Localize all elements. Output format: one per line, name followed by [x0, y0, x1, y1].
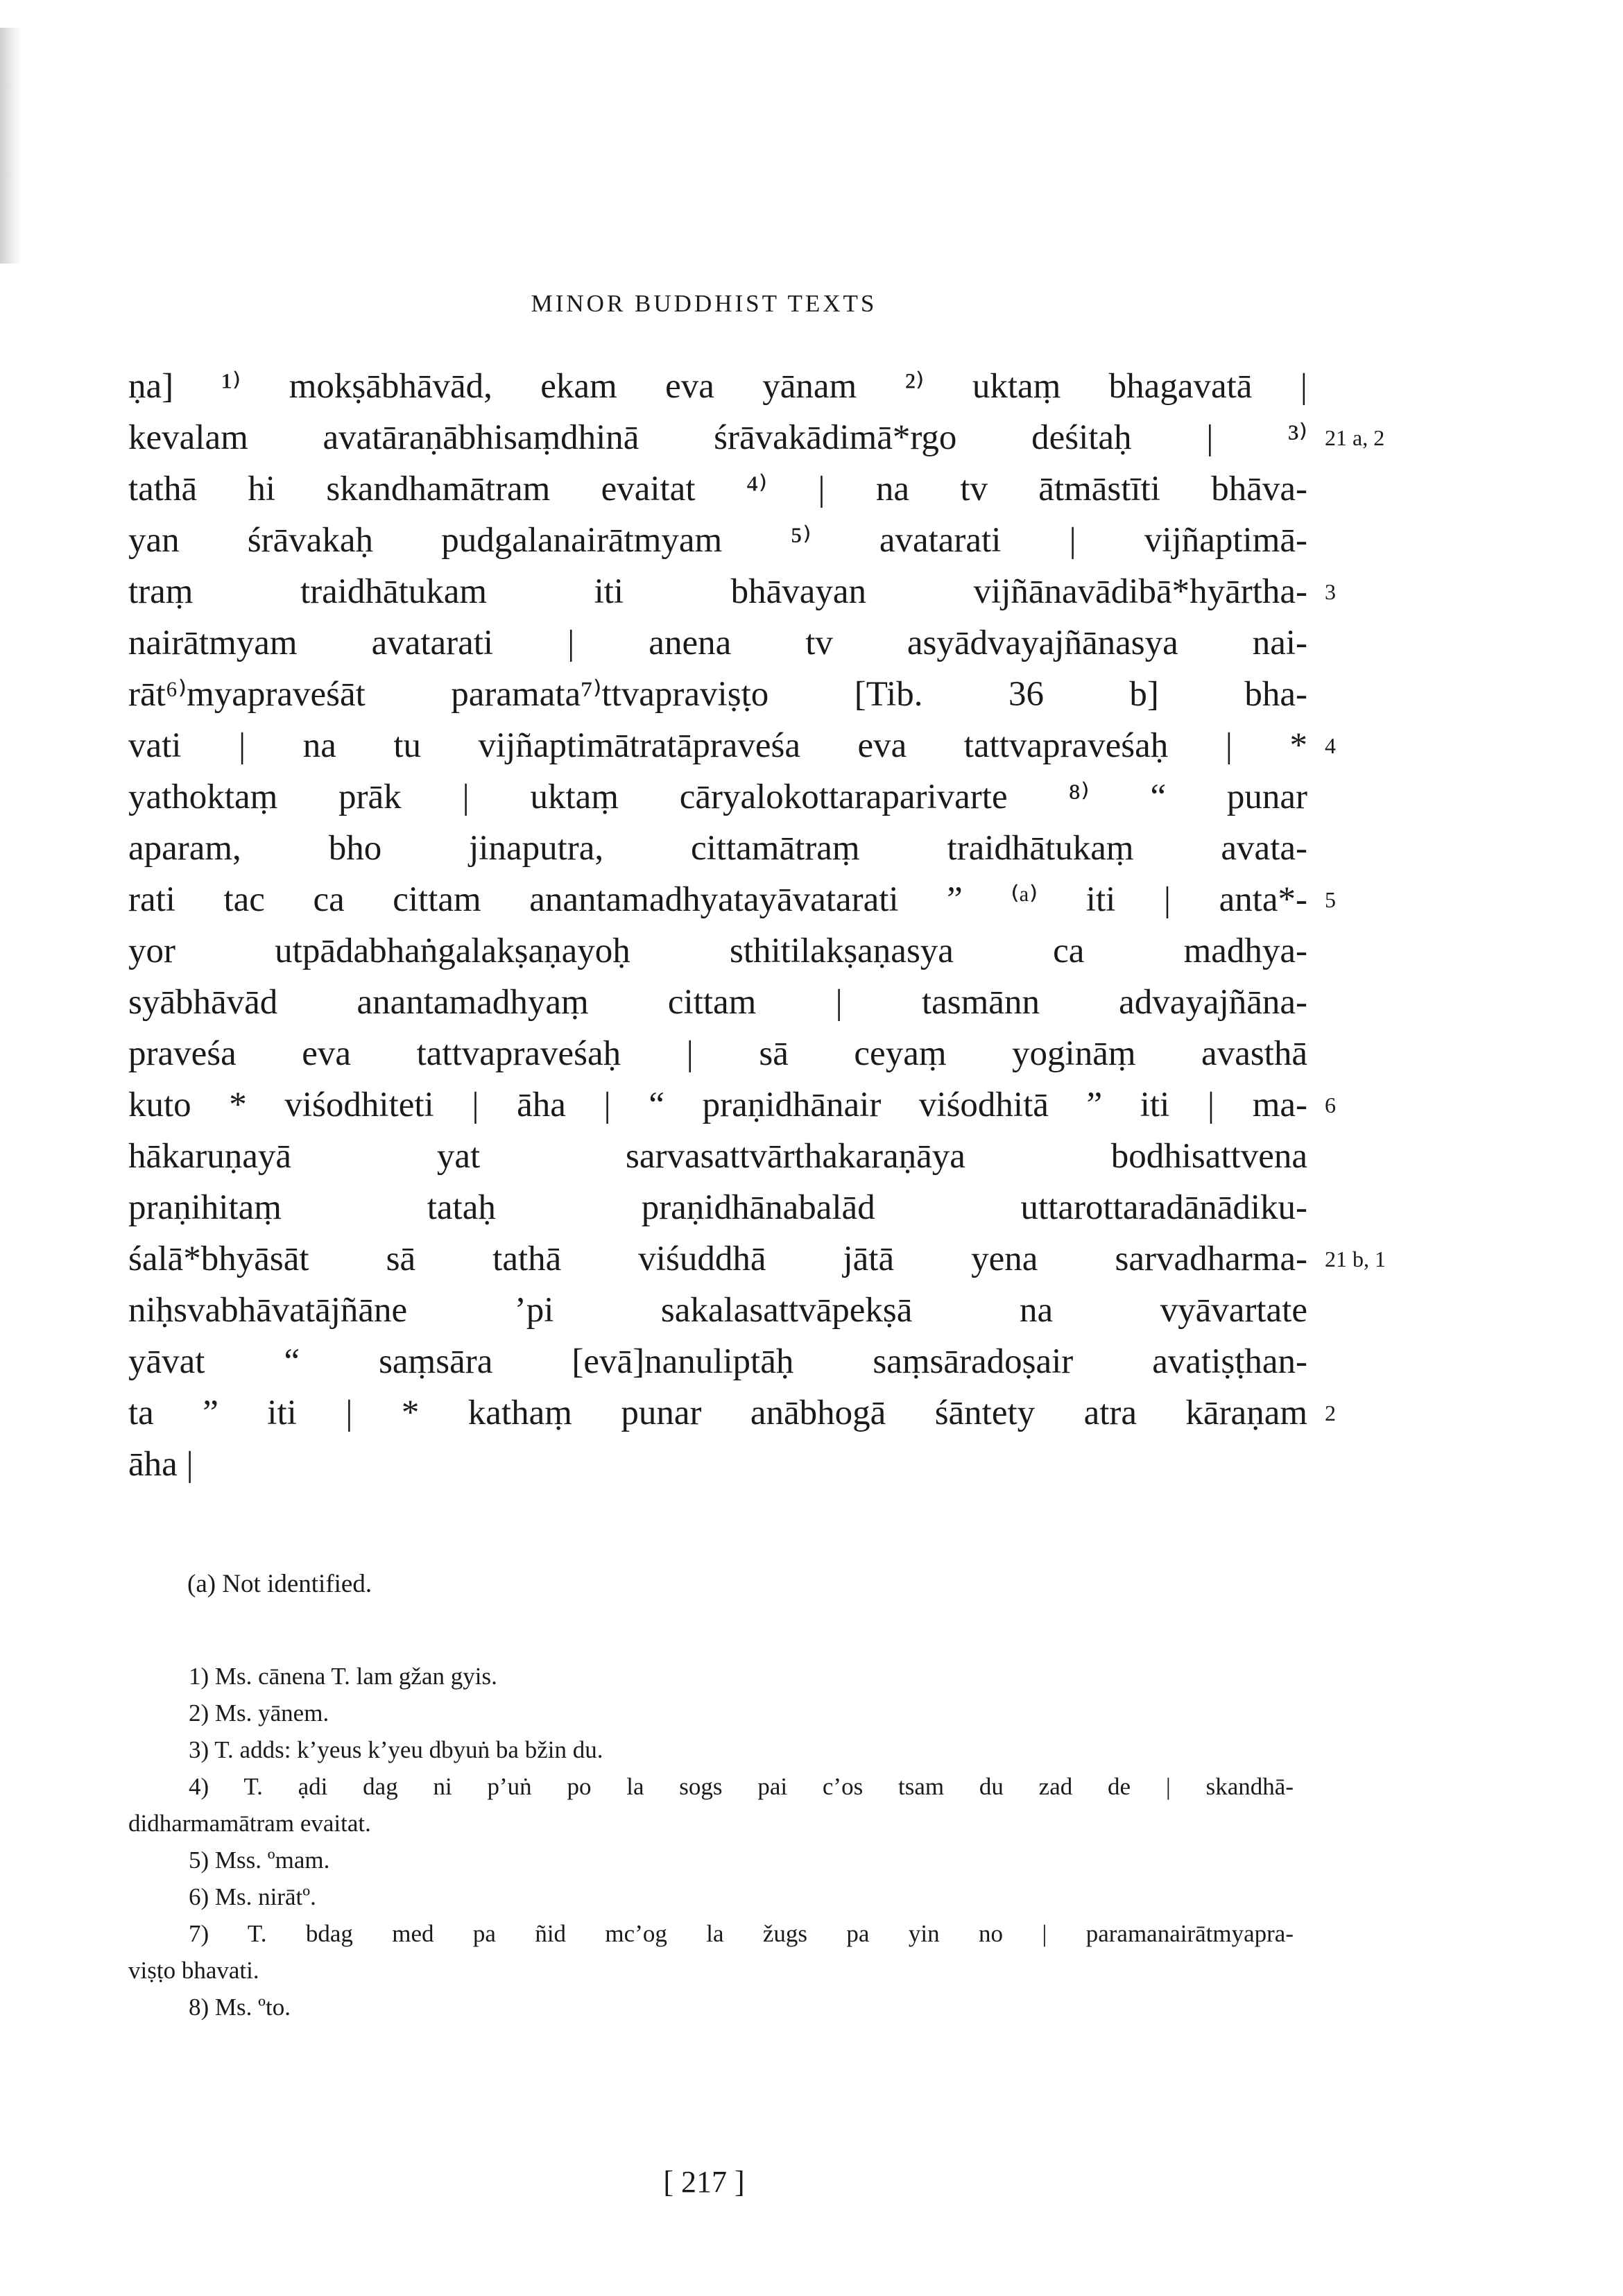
source-note: (a) Not identified. — [187, 1570, 372, 1598]
text-line: vati | na tu vijñaptimātratāpraveśa eva tattvapraveśaḥ | * 4 — [128, 720, 1307, 771]
text-line: śalā*bhyāsāt sā tathā viśuddhā jātā yena sarvadharma- 21 b, 1 — [128, 1233, 1307, 1285]
footnote: 3) T. adds: k’yeus k’yeu dbyuṅ ba bžin du. — [189, 1736, 603, 1763]
text-line: hākaruṇayā yat sarvasattvārthakaraṇāya bodhisattvena — [128, 1137, 1307, 1176]
folio-marker: 6 — [1325, 1093, 1336, 1117]
footnote: 5) Mss. ºmam. — [189, 1847, 330, 1874]
text-line: yan śrāvakaḥ pudgalanairātmyam ⁵⁾ avatarati | vijñaptimā- — [128, 521, 1307, 560]
text-line: rāt⁶⁾myapraveśāt paramata⁷⁾ttvapraviṣṭo [Tib. 36 b] bha- — [128, 675, 1307, 714]
footnotes — [128, 1658, 1294, 2025]
text-line: ta ” iti | * kathaṃ punar anābhogā śāntety atra kāraṇam 2 — [128, 1387, 1307, 1439]
text-line: kevalam avatāraṇābhisaṃdhinā śrāvakādimā*rgo deśitaḥ | ³⁾ 21 a, 2 — [128, 412, 1307, 463]
running-header: MINOR BUDDHIST TEXTS — [531, 290, 877, 317]
footnote: 6) Ms. nirātº. — [189, 1883, 316, 1910]
text-line: yathoktaṃ prāk | uktaṃ cāryalokottaraparivarte ⁸⁾ “ punar — [128, 778, 1307, 816]
text-line: niḥsvabhāvatājñāne ’pi sakalasattvāpekṣā na vyāvartate — [128, 1291, 1307, 1330]
folio-marker: 5 — [1325, 887, 1336, 912]
footnote: 7) T. bdag med pa ñid mc’og la žugs pa yin no | paramanairātmyapra- — [189, 1920, 1294, 1947]
text-line: tathā hi skandhamātram evaitat ⁴⁾ | na tv ātmāstīti bhāva- — [128, 470, 1307, 508]
text-line: praṇihitaṃ tataḥ praṇidhānabalād uttarottaradānādiku- — [128, 1188, 1307, 1227]
folio-marker: 4 — [1325, 733, 1336, 758]
main-text — [128, 361, 1386, 1490]
text-line: syābhāvād anantamadhyaṃ cittam | tasmānn advayajñāna- — [128, 983, 1307, 1022]
footnote: 2) Ms. yānem. — [189, 1699, 329, 1727]
text-line: ṇa] ¹⁾ mokṣābhāvād, ekam eva yānam ²⁾ uktaṃ bhagavatā | — [128, 367, 1307, 406]
folio-marker: 2 — [1325, 1400, 1336, 1425]
text-line: yor utpādabhaṅgalakṣaṇayoḥ sthitilakṣaṇasya ca madhya- — [128, 932, 1307, 970]
scan-edge-shadow — [0, 28, 21, 264]
footnote-continuation: viṣṭo bhavati. — [128, 1957, 259, 1984]
text-line: aparam, bho jinaputra, cittamātraṃ traidhātukaṃ avata- — [128, 829, 1307, 868]
footnote: 4) T. ạdi dag ni p’uṅ po la sogs pai c’os tsam du zad de | skandhā- — [189, 1773, 1294, 1800]
footnote-continuation: didharmamātram evaitat. — [128, 1810, 371, 1837]
text-line: rati tac ca cittam anantamadhyatayāvatarati ” ⁽ᵃ⁾ iti | anta*- 5 — [128, 874, 1307, 925]
text-line: yāvat “ saṃsāra [evā]nanuliptāḥ saṃsāradoṣair avatiṣṭhan- — [128, 1342, 1307, 1381]
folio-marker: 21 b, 1 — [1325, 1246, 1386, 1271]
footnote: 1) Ms. cānena T. lam gžan gyis. — [189, 1663, 497, 1690]
text-line: āha | — [128, 1445, 194, 1484]
text-line: kuto * viśodhiteti | āha | “ praṇidhānair viśodhitā ” iti | ma- 6 — [128, 1079, 1307, 1131]
text-line: traṃ traidhātukam iti bhāvayan vijñānavādibā*hyārtha- 3 — [128, 566, 1307, 617]
text-line: nairātmyam avatarati | anena tv asyādvayajñānasya nai- — [128, 624, 1307, 662]
folio-marker: 21 a, 2 — [1325, 425, 1385, 450]
folio-marker: 3 — [1325, 579, 1336, 604]
footnote: 8) Ms. ºto. — [189, 1994, 291, 2021]
page-number: [ 217 ] — [663, 2165, 745, 2199]
text-line: praveśa eva tattvapraveśaḥ | sā ceyaṃ yogināṃ avasthā — [128, 1034, 1307, 1073]
